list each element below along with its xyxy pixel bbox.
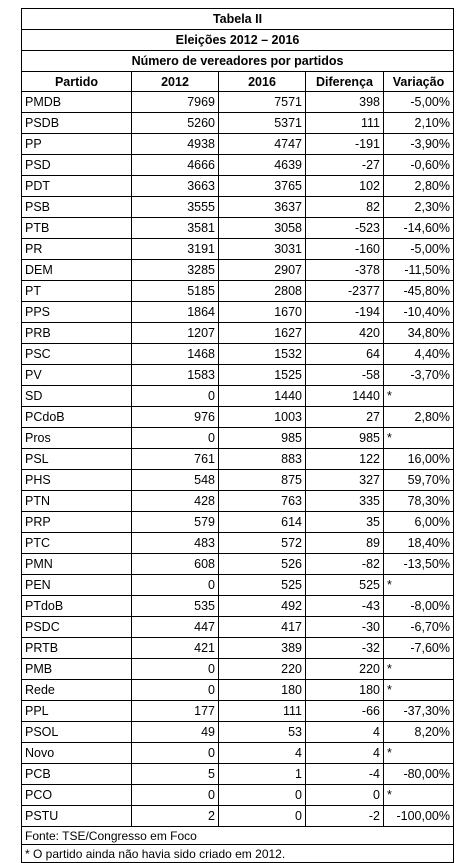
table-row xyxy=(22,659,454,680)
table-row xyxy=(22,113,454,134)
cell-party: PMN xyxy=(22,554,132,575)
cell-value-2016: 525 xyxy=(219,575,306,596)
cell-difference: 335 xyxy=(306,491,384,512)
cell-difference: -43 xyxy=(306,596,384,617)
cell-variation: * xyxy=(384,575,454,596)
table-caption: Número de vereadores por partidos xyxy=(22,51,454,72)
cell-variation: 78,30% xyxy=(384,491,454,512)
cell-difference: 4 xyxy=(306,722,384,743)
cell-difference: -66 xyxy=(306,701,384,722)
cell-variation: -10,40% xyxy=(384,302,454,323)
cell-party: PP xyxy=(22,134,132,155)
cell-difference: 525 xyxy=(306,575,384,596)
cell-difference: 64 xyxy=(306,344,384,365)
cell-value-2016: 220 xyxy=(219,659,306,680)
cell-value-2016: 3031 xyxy=(219,239,306,260)
table-row xyxy=(22,638,454,659)
cell-difference: 102 xyxy=(306,176,384,197)
cell-variation: -37,30% xyxy=(384,701,454,722)
cell-value-2012: 3581 xyxy=(132,218,219,239)
cell-difference: -2 xyxy=(306,806,384,827)
cell-difference: -58 xyxy=(306,365,384,386)
cell-value-2016: 985 xyxy=(219,428,306,449)
cell-difference: 122 xyxy=(306,449,384,470)
cell-value-2016: 53 xyxy=(219,722,306,743)
cell-difference: 327 xyxy=(306,470,384,491)
cell-value-2012: 447 xyxy=(132,617,219,638)
cell-variation: 2,30% xyxy=(384,197,454,218)
cell-variation: -3,90% xyxy=(384,134,454,155)
cell-variation: -0,60% xyxy=(384,155,454,176)
cell-party: PSTU xyxy=(22,806,132,827)
table-row xyxy=(22,323,454,344)
cell-value-2012: 535 xyxy=(132,596,219,617)
cell-value-2016: 1532 xyxy=(219,344,306,365)
cell-value-2012: 1864 xyxy=(132,302,219,323)
cell-party: PMDB xyxy=(22,92,132,113)
cell-difference: -194 xyxy=(306,302,384,323)
cell-party: Rede xyxy=(22,680,132,701)
footnote: * O partido ainda não havia sido criado em 2012. xyxy=(22,845,454,863)
cell-variation: 16,00% xyxy=(384,449,454,470)
cell-difference: -2377 xyxy=(306,281,384,302)
cell-value-2012: 1468 xyxy=(132,344,219,365)
cell-party: PCdoB xyxy=(22,407,132,428)
cell-party: Novo xyxy=(22,743,132,764)
table-row xyxy=(22,428,454,449)
cell-party: PSB xyxy=(22,197,132,218)
cell-value-2016: 883 xyxy=(219,449,306,470)
table-row xyxy=(22,281,454,302)
cell-party: PTB xyxy=(22,218,132,239)
cell-party: PTC xyxy=(22,533,132,554)
cell-value-2012: 483 xyxy=(132,533,219,554)
cell-party: PEN xyxy=(22,575,132,596)
table-row xyxy=(22,785,454,806)
table-row xyxy=(22,176,454,197)
cell-difference: -27 xyxy=(306,155,384,176)
table-row xyxy=(22,134,454,155)
cell-value-2012: 4666 xyxy=(132,155,219,176)
cell-variation: * xyxy=(384,659,454,680)
table-row xyxy=(22,743,454,764)
cell-variation: -45,80% xyxy=(384,281,454,302)
cell-value-2016: 1670 xyxy=(219,302,306,323)
cell-value-2012: 1207 xyxy=(132,323,219,344)
cell-value-2016: 0 xyxy=(219,806,306,827)
cell-value-2016: 614 xyxy=(219,512,306,533)
cell-value-2016: 4 xyxy=(219,743,306,764)
cell-party: PSDC xyxy=(22,617,132,638)
cell-value-2016: 0 xyxy=(219,785,306,806)
table-row xyxy=(22,575,454,596)
table-body xyxy=(22,92,454,827)
table-row xyxy=(22,260,454,281)
cell-value-2016: 3058 xyxy=(219,218,306,239)
cell-difference: 0 xyxy=(306,785,384,806)
table-row xyxy=(22,491,454,512)
table-row xyxy=(22,701,454,722)
cell-value-2016: 3637 xyxy=(219,197,306,218)
cell-difference: 82 xyxy=(306,197,384,218)
cell-value-2012: 5185 xyxy=(132,281,219,302)
cell-value-2012: 0 xyxy=(132,428,219,449)
cell-party: Pros xyxy=(22,428,132,449)
table-row xyxy=(22,680,454,701)
table-row xyxy=(22,344,454,365)
cell-value-2016: 1627 xyxy=(219,323,306,344)
cell-variation: -5,00% xyxy=(384,239,454,260)
cell-value-2012: 3285 xyxy=(132,260,219,281)
cell-variation: -8,00% xyxy=(384,596,454,617)
table-row xyxy=(22,239,454,260)
table-row xyxy=(22,92,454,113)
cell-variation: 34,80% xyxy=(384,323,454,344)
cell-variation: 2,80% xyxy=(384,407,454,428)
column-header-2012: 2012 xyxy=(132,72,219,92)
cell-difference: -523 xyxy=(306,218,384,239)
cell-party: PV xyxy=(22,365,132,386)
column-header-diferenca: Diferença xyxy=(306,72,384,92)
cell-difference: 4 xyxy=(306,743,384,764)
cell-value-2016: 526 xyxy=(219,554,306,575)
cell-variation: -80,00% xyxy=(384,764,454,785)
cell-value-2012: 3191 xyxy=(132,239,219,260)
cell-value-2016: 1525 xyxy=(219,365,306,386)
cell-variation: -6,70% xyxy=(384,617,454,638)
cell-variation: * xyxy=(384,743,454,764)
cell-value-2016: 4639 xyxy=(219,155,306,176)
cell-value-2012: 421 xyxy=(132,638,219,659)
cell-value-2016: 492 xyxy=(219,596,306,617)
cell-party: PCB xyxy=(22,764,132,785)
cell-value-2012: 428 xyxy=(132,491,219,512)
cell-value-2012: 548 xyxy=(132,470,219,491)
cell-value-2016: 4747 xyxy=(219,134,306,155)
cell-value-2012: 0 xyxy=(132,575,219,596)
table-row xyxy=(22,617,454,638)
cell-variation: 59,70% xyxy=(384,470,454,491)
table-row xyxy=(22,554,454,575)
cell-value-2012: 1583 xyxy=(132,365,219,386)
cell-party: PR xyxy=(22,239,132,260)
table-row xyxy=(22,302,454,323)
cell-value-2012: 761 xyxy=(132,449,219,470)
column-header-row xyxy=(22,72,454,92)
cell-party: PRP xyxy=(22,512,132,533)
cell-party: PRTB xyxy=(22,638,132,659)
cell-party: PHS xyxy=(22,470,132,491)
cell-value-2012: 49 xyxy=(132,722,219,743)
cell-value-2016: 763 xyxy=(219,491,306,512)
table-subtitle: Eleições 2012 – 2016 xyxy=(22,30,454,51)
cell-value-2012: 2 xyxy=(132,806,219,827)
cell-party: PSC xyxy=(22,344,132,365)
cell-party: SD xyxy=(22,386,132,407)
cell-variation: -5,00% xyxy=(384,92,454,113)
cell-variation: * xyxy=(384,680,454,701)
cell-variation: -13,50% xyxy=(384,554,454,575)
column-header-partido: Partido xyxy=(22,72,132,92)
cell-difference: 398 xyxy=(306,92,384,113)
cell-value-2016: 2907 xyxy=(219,260,306,281)
column-header-2016: 2016 xyxy=(219,72,306,92)
cell-value-2016: 389 xyxy=(219,638,306,659)
cell-value-2012: 608 xyxy=(132,554,219,575)
cell-difference: -30 xyxy=(306,617,384,638)
cell-variation: 6,00% xyxy=(384,512,454,533)
cell-value-2016: 1003 xyxy=(219,407,306,428)
table-row xyxy=(22,365,454,386)
cell-party: PTN xyxy=(22,491,132,512)
cell-value-2016: 5371 xyxy=(219,113,306,134)
table-container xyxy=(21,8,454,863)
cell-variation: 8,20% xyxy=(384,722,454,743)
cell-value-2012: 5 xyxy=(132,764,219,785)
cell-value-2016: 7571 xyxy=(219,92,306,113)
cell-variation: -7,60% xyxy=(384,638,454,659)
cell-value-2012: 5260 xyxy=(132,113,219,134)
cell-party: PMB xyxy=(22,659,132,680)
cell-difference: -82 xyxy=(306,554,384,575)
cell-difference: 985 xyxy=(306,428,384,449)
cell-variation: -11,50% xyxy=(384,260,454,281)
cell-value-2012: 0 xyxy=(132,680,219,701)
cell-value-2012: 3663 xyxy=(132,176,219,197)
cell-value-2012: 579 xyxy=(132,512,219,533)
cell-party: PSL xyxy=(22,449,132,470)
cell-value-2016: 1440 xyxy=(219,386,306,407)
cell-value-2016: 3765 xyxy=(219,176,306,197)
cell-value-2016: 417 xyxy=(219,617,306,638)
cell-difference: -32 xyxy=(306,638,384,659)
cell-party: DEM xyxy=(22,260,132,281)
cell-value-2012: 4938 xyxy=(132,134,219,155)
cell-variation: * xyxy=(384,785,454,806)
table-row xyxy=(22,449,454,470)
table-row xyxy=(22,470,454,491)
cell-party: PSD xyxy=(22,155,132,176)
cell-party: PDT xyxy=(22,176,132,197)
table-row xyxy=(22,407,454,428)
cell-value-2016: 180 xyxy=(219,680,306,701)
cell-value-2012: 0 xyxy=(132,659,219,680)
cell-value-2012: 7969 xyxy=(132,92,219,113)
cell-difference: 27 xyxy=(306,407,384,428)
cell-difference: -378 xyxy=(306,260,384,281)
cell-value-2016: 111 xyxy=(219,701,306,722)
table-row xyxy=(22,386,454,407)
cell-variation: 2,80% xyxy=(384,176,454,197)
table-row xyxy=(22,197,454,218)
vereadores-table xyxy=(21,8,454,863)
cell-value-2016: 1 xyxy=(219,764,306,785)
cell-variation: * xyxy=(384,428,454,449)
cell-value-2012: 3555 xyxy=(132,197,219,218)
cell-variation: 4,40% xyxy=(384,344,454,365)
cell-difference: 180 xyxy=(306,680,384,701)
cell-value-2012: 0 xyxy=(132,386,219,407)
table-row xyxy=(22,218,454,239)
cell-party: PSOL xyxy=(22,722,132,743)
cell-variation: 18,40% xyxy=(384,533,454,554)
cell-party: PPS xyxy=(22,302,132,323)
cell-value-2016: 2808 xyxy=(219,281,306,302)
cell-value-2012: 0 xyxy=(132,785,219,806)
cell-value-2012: 0 xyxy=(132,743,219,764)
cell-variation: -14,60% xyxy=(384,218,454,239)
table-row xyxy=(22,155,454,176)
cell-value-2012: 177 xyxy=(132,701,219,722)
table-row xyxy=(22,512,454,533)
table-row xyxy=(22,764,454,785)
table-row xyxy=(22,533,454,554)
cell-difference: -160 xyxy=(306,239,384,260)
cell-difference: -4 xyxy=(306,764,384,785)
cell-party: PPL xyxy=(22,701,132,722)
cell-difference: 220 xyxy=(306,659,384,680)
cell-value-2016: 875 xyxy=(219,470,306,491)
table-row xyxy=(22,806,454,827)
cell-difference: -191 xyxy=(306,134,384,155)
cell-difference: 89 xyxy=(306,533,384,554)
cell-party: PT xyxy=(22,281,132,302)
cell-variation: -100,00% xyxy=(384,806,454,827)
cell-difference: 35 xyxy=(306,512,384,533)
cell-party: PTdoB xyxy=(22,596,132,617)
cell-difference: 111 xyxy=(306,113,384,134)
table-row xyxy=(22,596,454,617)
cell-party: PCO xyxy=(22,785,132,806)
cell-value-2012: 976 xyxy=(132,407,219,428)
cell-difference: 1440 xyxy=(306,386,384,407)
cell-value-2016: 572 xyxy=(219,533,306,554)
cell-variation: * xyxy=(384,386,454,407)
cell-party: PSDB xyxy=(22,113,132,134)
column-header-variacao: Variação xyxy=(384,72,454,92)
source-note: Fonte: TSE/Congresso em Foco xyxy=(22,827,454,845)
cell-variation: 2,10% xyxy=(384,113,454,134)
cell-variation: -3,70% xyxy=(384,365,454,386)
table-row xyxy=(22,722,454,743)
cell-difference: 420 xyxy=(306,323,384,344)
table-title: Tabela II xyxy=(22,9,454,30)
cell-party: PRB xyxy=(22,323,132,344)
